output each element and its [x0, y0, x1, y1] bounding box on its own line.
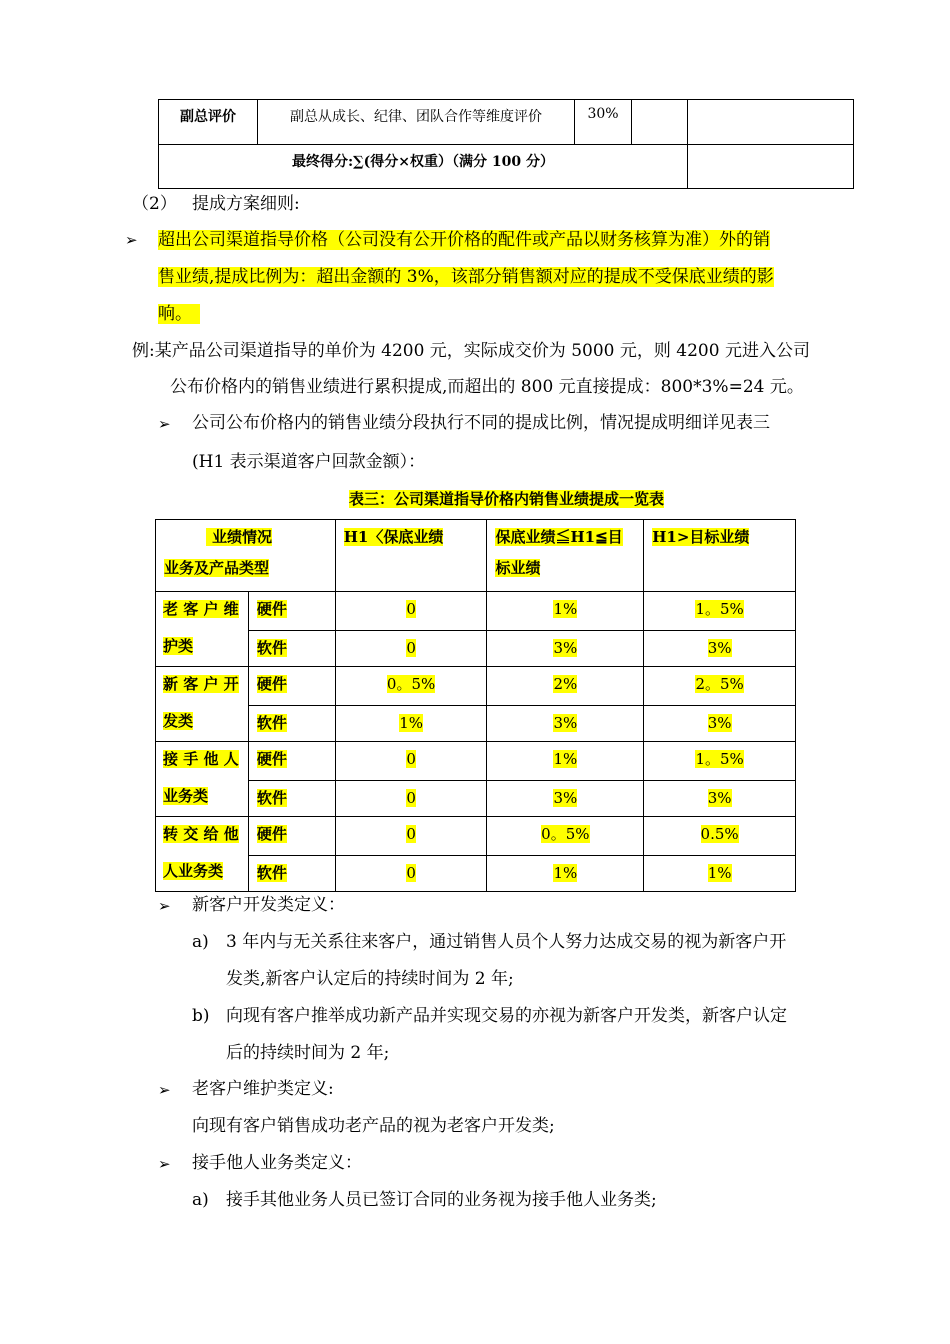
- value-cell: [335, 592, 487, 631]
- takeover-a-marker: a): [192, 1190, 209, 1210]
- value-cell: [644, 667, 796, 706]
- value-cell: [335, 667, 487, 706]
- value-cell: [487, 856, 644, 892]
- bullet-arrow-icon: ➢: [125, 231, 138, 249]
- section-number: （2）: [132, 194, 177, 214]
- table-row: [156, 667, 796, 706]
- table3-header-col2: 保底业绩≦H1≦目 标业绩: [487, 520, 644, 592]
- evaluation-table: [158, 99, 854, 189]
- product-type: 软件: [256, 714, 287, 732]
- value-cell: [335, 631, 487, 667]
- commission-table: [155, 519, 796, 892]
- product-type: 软件: [256, 639, 287, 657]
- final-score-text: 最终得分:∑(得分×权重）（满分 100 分）: [291, 154, 555, 170]
- rule2-line2: (H1 表示渠道客户回款金额）：: [192, 452, 426, 472]
- table-row: [156, 706, 796, 742]
- value-cell: [335, 781, 487, 817]
- type-cell: [248, 631, 335, 667]
- commission-rate: 0。5%: [386, 675, 436, 693]
- commission-rate: 3%: [553, 639, 578, 657]
- bullet-arrow-icon: ➢: [158, 1081, 171, 1099]
- category-name-line1: 转 交 给 他: [163, 825, 239, 843]
- product-type: 硬件: [256, 825, 287, 843]
- eval-weight: 30%: [587, 106, 619, 122]
- value-cell: [644, 817, 796, 856]
- commission-rate: 1%: [553, 864, 578, 882]
- eval-weight-cell: [575, 100, 632, 145]
- commission-rate: 0: [406, 639, 416, 657]
- product-type: 软件: [256, 789, 287, 807]
- commission-rate: 3%: [707, 789, 732, 807]
- commission-rate: 3%: [707, 639, 732, 657]
- value-cell: [644, 856, 796, 892]
- commission-rate: 2。5%: [695, 675, 744, 693]
- table3-caption: 表三：公司渠道指导价格内销售业绩提成一览表: [349, 490, 665, 508]
- category-name-line1: 新 客 户 开: [163, 675, 239, 693]
- table-row: [156, 742, 796, 781]
- commission-rate: 1%: [707, 864, 732, 882]
- value-cell: [487, 817, 644, 856]
- eval-desc-cell: [258, 100, 575, 145]
- commission-rate: 0: [406, 864, 416, 882]
- category-name-line2: 业务类: [163, 787, 209, 805]
- new-customer-a-line2: 发类,新客户认定后的持续时间为 2 年;: [226, 969, 514, 989]
- category-name-line2: 发类: [163, 712, 194, 730]
- value-cell: [487, 781, 644, 817]
- new-customer-b-line1: 向现有客户推举成功新产品并实现交易的亦视为新客户开发类，新客户认定: [226, 1006, 787, 1026]
- commission-rate: 0: [406, 789, 416, 807]
- old-customer-title: 老客户维护类定义:: [192, 1079, 334, 1099]
- category-cell: [156, 667, 249, 742]
- commission-rate: 0。5%: [541, 825, 590, 843]
- table3-corner-cell: [156, 520, 336, 592]
- commission-rate: 1。5%: [695, 600, 744, 618]
- rule1-line3: 响。: [158, 296, 200, 333]
- eval-score-cell: [632, 100, 688, 145]
- value-cell: [487, 592, 644, 631]
- value-cell: [644, 742, 796, 781]
- type-cell: [248, 817, 335, 856]
- final-score-cell: [159, 145, 688, 189]
- rule1-line2: 售业绩,提成比例为：超出金额的 3%，该部分销售额对应的提成不受保底业绩的影: [158, 267, 774, 287]
- category-cell: [156, 817, 249, 892]
- type-cell: [248, 667, 335, 706]
- new-customer-a-marker: a): [192, 932, 209, 952]
- table3-corner-bottom: 业务及产品类型: [164, 559, 270, 577]
- value-cell: [487, 667, 644, 706]
- product-type: 软件: [256, 864, 287, 882]
- value-cell: [487, 631, 644, 667]
- commission-rate: 0: [406, 600, 416, 618]
- commission-rate: 1%: [399, 714, 423, 732]
- old-customer-line1: 向现有客户销售成功老产品的视为老客户开发类;: [192, 1116, 555, 1136]
- value-cell: [335, 817, 487, 856]
- new-customer-a-line1: 3 年内与无关系往来客户，通过销售人员个人努力达成交易的视为新客户开: [226, 932, 787, 952]
- new-customer-b-marker: b): [192, 1006, 210, 1026]
- new-customer-b-line2: 后的持续时间为 2 年;: [226, 1043, 390, 1063]
- table-row: [156, 592, 796, 631]
- product-type: 硬件: [256, 750, 287, 768]
- commission-rate: 0: [406, 750, 416, 768]
- category-cell: [156, 592, 249, 667]
- table3-header-col3: H1>目标业绩: [644, 520, 796, 592]
- type-cell: [248, 742, 335, 781]
- category-cell: [156, 742, 249, 817]
- section-title: 提成方案细则:: [192, 194, 300, 214]
- new-customer-title: 新客户开发类定义：: [192, 895, 345, 915]
- example-line2: 公布价格内的销售业绩进行累积提成,而超出的 800 元直接提成：800*3%=24 元。: [170, 377, 804, 397]
- bullet-arrow-icon: ➢: [158, 1155, 171, 1173]
- category-name-line1: 接 手 他 人: [163, 750, 239, 768]
- commission-rate: 0: [406, 825, 416, 843]
- value-cell: [335, 742, 487, 781]
- value-cell: [644, 631, 796, 667]
- rule2-line1: 公司公布价格内的销售业绩分段执行不同的提成比例，情况提成明细详见表三: [192, 413, 770, 433]
- value-cell: [487, 742, 644, 781]
- value-cell: [487, 706, 644, 742]
- bullet-arrow-icon: ➢: [158, 897, 171, 915]
- product-type: 硬件: [256, 600, 287, 618]
- commission-rate: 0.5%: [700, 825, 739, 843]
- type-cell: [248, 706, 335, 742]
- commission-rate: 3%: [553, 789, 578, 807]
- commission-rate: 3%: [553, 714, 578, 732]
- takeover-title: 接手他人业务类定义：: [192, 1153, 362, 1173]
- category-name-line1: 老 客 户 维: [163, 600, 239, 618]
- value-cell: [335, 856, 487, 892]
- rule1-line1: 超出公司渠道指导价格（公司没有公开价格的配件或产品以财务核算为准）外的销: [158, 230, 770, 250]
- value-cell: [335, 706, 487, 742]
- eval-desc: 副总从成长、纪律、团队合作等维度评价: [290, 109, 542, 125]
- type-cell: [248, 781, 335, 817]
- commission-rate: 1%: [553, 600, 578, 618]
- commission-rate: 1%: [553, 750, 578, 768]
- eval-weighted-cell: [688, 100, 854, 145]
- value-cell: [644, 592, 796, 631]
- value-cell: [644, 781, 796, 817]
- commission-rate: 1。5%: [695, 750, 744, 768]
- eval-label-cell: [159, 100, 258, 145]
- category-name-line2: 护类: [163, 637, 194, 655]
- product-type: 硬件: [256, 675, 287, 693]
- table3-corner-top: 业绩情况: [164, 520, 335, 550]
- eval-label: 副总评价: [180, 109, 236, 125]
- bullet-arrow-icon: ➢: [158, 415, 171, 433]
- example-line1: 例:某产品公司渠道指导的单价为 4200 元，实际成交价为 5000 元，则 4200 元进入公司: [132, 341, 810, 361]
- takeover-a-line1: 接手其他业务人员已签订合同的业务视为接手他人业务类;: [226, 1190, 657, 1210]
- table-row: [156, 781, 796, 817]
- table-row: [156, 817, 796, 856]
- value-cell: [644, 706, 796, 742]
- commission-rate: 2%: [553, 675, 578, 693]
- final-score-value-cell: [688, 145, 854, 189]
- type-cell: [248, 592, 335, 631]
- commission-rate: 3%: [707, 714, 732, 732]
- category-name-line2: 人业务类: [163, 862, 224, 880]
- table-row: [156, 631, 796, 667]
- table3-header-col1: H1〈保底业绩: [335, 520, 487, 592]
